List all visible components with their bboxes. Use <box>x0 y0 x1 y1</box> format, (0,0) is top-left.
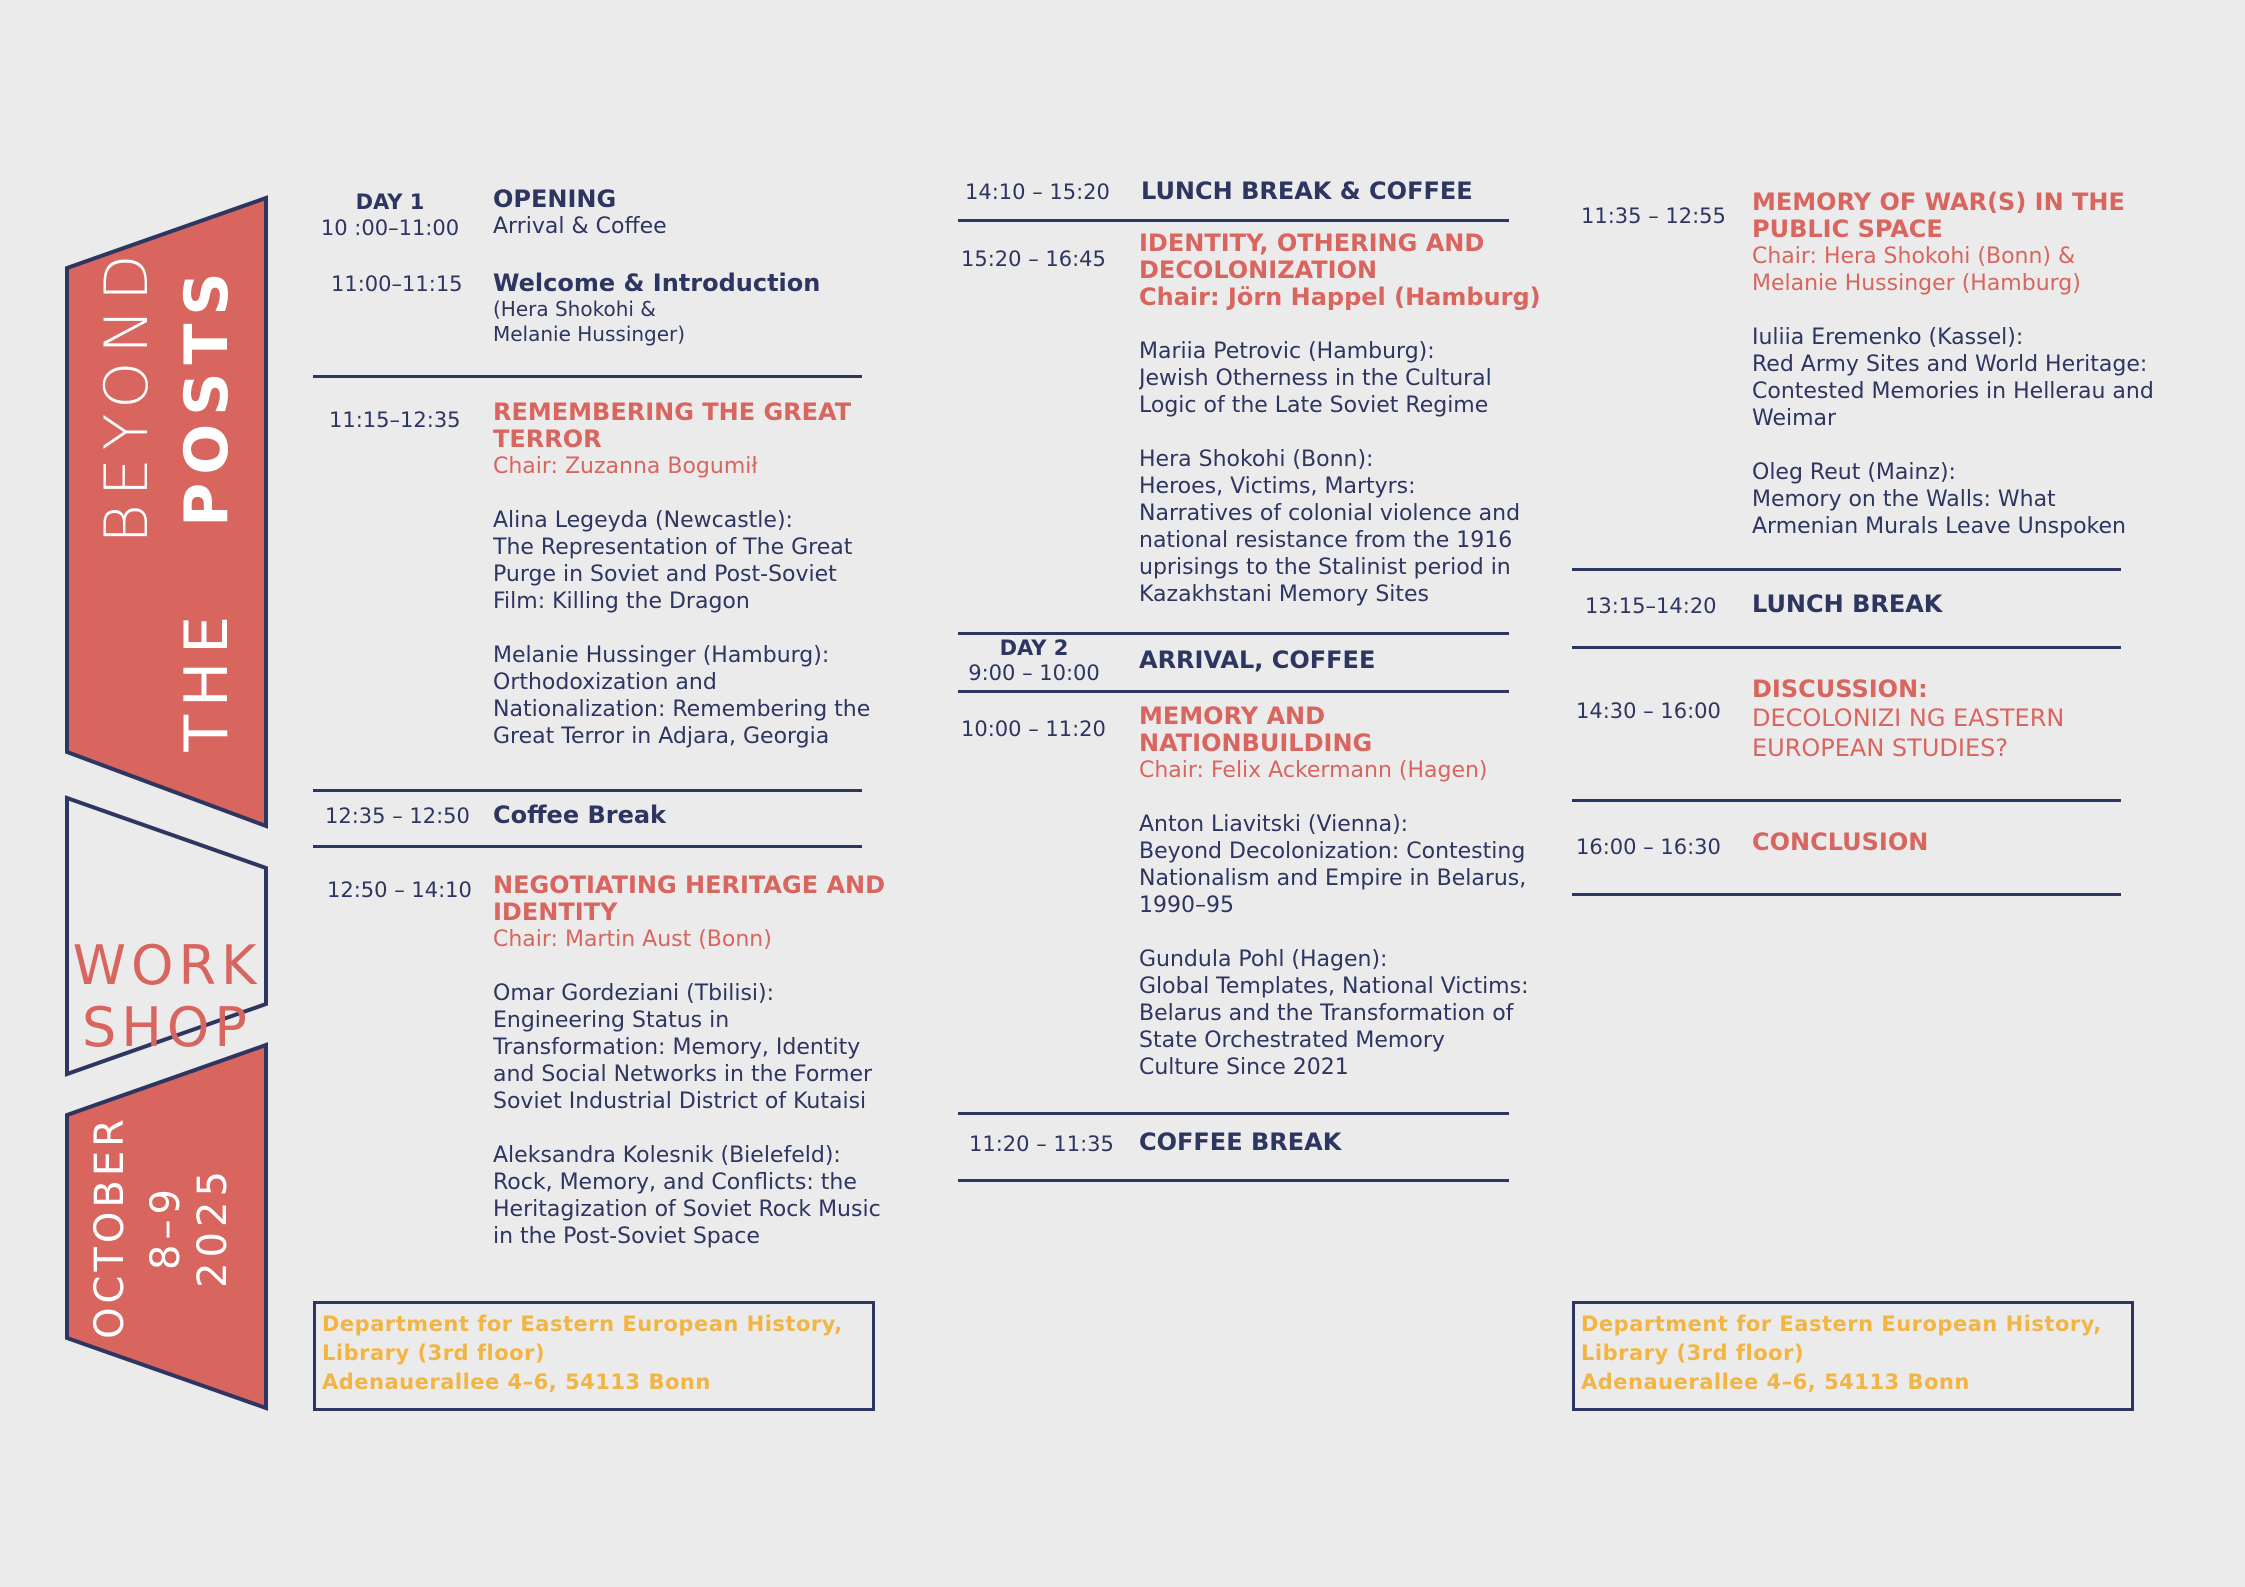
paper-line: Aleksandra Kolesnik (Bielefeld): <box>493 1143 841 1168</box>
banner-the-posts <box>172 264 242 752</box>
opening-block <box>493 186 933 240</box>
paper-line: Hera Shokohi (Bonn): <box>1139 447 1374 472</box>
paper-line: Film: Killing the Dragon <box>493 589 750 614</box>
discussion-topic: EUROPEAN STUDIES? <box>1752 734 2009 762</box>
session4-time: 10:00 – 11:20 <box>961 717 1106 741</box>
paper-line: national resistance from the 1916 <box>1139 528 1513 553</box>
session1-title: REMEMBERING THE GREAT <box>493 399 852 426</box>
divider <box>958 1112 1509 1115</box>
paper-line: Alina Legeyda (Newcastle): <box>493 508 793 533</box>
paper-line: Weimar <box>1752 406 1837 431</box>
day2-label: DAY 2 <box>999 636 1069 660</box>
coffee-break-2-time: 11:20 – 11:35 <box>969 1132 1114 1156</box>
paper-line: Gundula Pohl (Hagen): <box>1139 947 1388 972</box>
paper-line: Global Templates, National Victims: <box>1139 974 1529 999</box>
session5-block <box>1752 189 2222 540</box>
divider <box>958 632 1509 635</box>
session4-title: NATIONBUILDING <box>1139 729 1373 757</box>
paper-line: Belarus and the Transformation of <box>1139 1001 1514 1026</box>
welcome-line: Melanie Hussinger) <box>493 322 686 346</box>
address-line: Library (3rd floor) <box>1581 1341 1805 1365</box>
address-line: Department for Eastern European History, <box>322 1312 843 1336</box>
divider <box>1572 893 2121 896</box>
banner-beyond: BEYOND <box>92 246 162 544</box>
paper-line: Nationalism and Empire in Belarus, <box>1139 866 1527 891</box>
paper-line: Rock, Memory, and Conflicts: the <box>493 1170 857 1195</box>
session4-chair: Chair: Felix Ackermann (Hagen) <box>1139 758 1488 783</box>
divider <box>1572 799 2121 802</box>
discussion-topic: DECOLONIZI NG EASTERN <box>1752 704 2065 732</box>
address-line: Department for Eastern European History, <box>1581 1312 2102 1336</box>
lunch-break-block <box>1752 591 2222 618</box>
paper-line: Logic of the Late Soviet Regime <box>1139 393 1489 418</box>
paper-line: Beyond Decolonization: Contesting <box>1139 839 1526 864</box>
welcome-time: 11:00–11:15 <box>331 272 463 296</box>
divider <box>958 690 1509 693</box>
paper-line: Red Army Sites and World Heritage: <box>1752 352 2148 377</box>
session5-title: PUBLIC SPACE <box>1752 215 1943 243</box>
session2-title: IDENTITY <box>493 898 618 926</box>
banner-the: THE <box>172 607 242 752</box>
side-banner <box>0 0 280 1587</box>
coffee-break-time: 12:35 – 12:50 <box>325 804 470 828</box>
paper-line: Transformation: Memory, Identity <box>493 1035 861 1060</box>
paper-line: Purge in Soviet and Post-Soviet <box>493 562 837 587</box>
session3-block <box>1139 230 1547 608</box>
divider <box>313 789 862 792</box>
coffee-break-2-block <box>1139 1129 1547 1156</box>
session2-block <box>493 872 928 1250</box>
session1-time: 11:15–12:35 <box>329 408 461 432</box>
session2-title: NEGOTIATING HERITAGE AND <box>493 872 886 899</box>
session5-time: 11:35 – 12:55 <box>1581 204 1726 228</box>
paper-line: Melanie Hussinger (Hamburg): <box>493 643 830 668</box>
paper-line: Heroes, Victims, Martyrs: <box>1139 474 1416 499</box>
session3-chair: Chair: Jörn Happel (Hamburg) <box>1139 283 1541 311</box>
divider <box>1572 646 2121 649</box>
session1-block <box>493 399 928 750</box>
paper-line: Armenian Murals Leave Unspoken <box>1752 514 2126 539</box>
lunch-break-time: 13:15–14:20 <box>1585 594 1717 618</box>
opening-time: 10 :00–11:00 <box>320 216 460 240</box>
discussion-time: 14:30 – 16:00 <box>1576 699 1721 723</box>
paper-line: Iuliia Eremenko (Kassel): <box>1752 325 2024 350</box>
paper-line: Heritagization of Soviet Rock Music <box>493 1197 881 1222</box>
address-line: Adenauerallee 4–6, 54113 Bonn <box>1581 1370 1970 1394</box>
coffee-break-block <box>493 802 928 829</box>
session3-time: 15:20 – 16:45 <box>961 247 1106 271</box>
session3-title: DECOLONIZATION <box>1139 256 1378 284</box>
session5-chair: Chair: Hera Shokohi (Bonn) & <box>1752 244 2076 269</box>
coffee-break-title: Coffee Break <box>493 802 667 829</box>
arrival-time: 9:00 – 10:00 <box>968 661 1100 685</box>
banner-year: 2025 <box>190 1166 236 1288</box>
address-line: Adenauerallee 4–6, 54113 Bonn <box>322 1370 711 1394</box>
session2-chair: Chair: Martin Aust (Bonn) <box>493 927 772 952</box>
paper-line: Oleg Reut (Mainz): <box>1752 460 1956 485</box>
paper-line: Engineering Status in <box>493 1008 730 1033</box>
lunch-coffee-title: LUNCH BREAK & COFFEE <box>1141 178 1473 205</box>
paper-line: Contested Memories in Hellerau and <box>1752 379 2154 404</box>
paper-line: 1990–95 <box>1139 893 1234 918</box>
venue-address-box <box>313 1301 875 1411</box>
paper-line: Orthodoxization and <box>493 670 717 695</box>
paper-line: and Social Networks in the Former <box>493 1062 873 1087</box>
paper-line: Jewish Otherness in the Cultural <box>1139 366 1492 391</box>
divider <box>1572 568 2121 571</box>
paper-line: Nationalization: Remembering the <box>493 697 871 722</box>
lunch-coffee-block <box>1141 178 1551 205</box>
banner-month: OCTOBER <box>87 1115 133 1339</box>
banner-shop: SHOP <box>82 996 252 1059</box>
lunch-coffee-time: 14:10 – 15:20 <box>965 180 1110 204</box>
session1-title: TERROR <box>493 425 602 453</box>
paper-line: Mariia Petrovic (Hamburg): <box>1139 339 1435 364</box>
session4-title: MEMORY AND <box>1139 703 1326 730</box>
session5-chair: Melanie Hussinger (Hamburg) <box>1752 271 2081 296</box>
conclusion-title: CONCLUSION <box>1752 829 1929 856</box>
discussion-title: DISCUSSION: <box>1752 676 1928 703</box>
welcome-line: (Hera Shokohi & <box>493 297 656 321</box>
divider <box>313 375 862 378</box>
session1-chair: Chair: Zuzanna Bogumił <box>493 454 758 479</box>
banner-posts: POSTS <box>172 264 242 527</box>
divider <box>958 219 1509 222</box>
opening-subtitle: Arrival & Coffee <box>493 214 667 239</box>
paper-line: Omar Gordeziani (Tbilisi): <box>493 981 775 1006</box>
paper-line: Soviet Industrial District of Kutaisi <box>493 1089 867 1114</box>
session3-title: IDENTITY, OTHERING AND <box>1139 230 1485 257</box>
paper-line: State Orchestrated Memory <box>1139 1028 1445 1053</box>
discussion-block <box>1752 676 2222 763</box>
address-line: Library (3rd floor) <box>322 1341 546 1365</box>
paper-line: The Representation of The Great <box>493 535 853 560</box>
session5-title: MEMORY OF WAR(S) IN THE <box>1752 189 2125 216</box>
welcome-block <box>493 270 933 347</box>
conclusion-block <box>1752 829 2222 856</box>
day1-label: DAY 1 <box>355 190 425 214</box>
arrival-block <box>1139 647 1547 674</box>
banner-workshop <box>73 935 262 1059</box>
venue-address-box <box>1572 1301 2134 1411</box>
paper-line: Anton Liavitski (Vienna): <box>1139 812 1409 837</box>
paper-line: Culture Since 2021 <box>1139 1055 1349 1080</box>
paper-line: Narratives of colonial violence and <box>1139 501 1521 526</box>
paper-line: Great Terror in Adjara, Georgia <box>493 724 830 749</box>
paper-line: in the Post-Soviet Space <box>493 1224 760 1249</box>
paper-line: Kazakhstani Memory Sites <box>1139 582 1430 607</box>
coffee-break-2-title: COFFEE BREAK <box>1139 1129 1342 1156</box>
paper-line: Memory on the Walls: What <box>1752 487 2056 512</box>
session2-time: 12:50 – 14:10 <box>327 878 472 902</box>
banner-shapes <box>0 0 280 1587</box>
banner-work: WORK <box>72 934 262 997</box>
divider <box>958 1179 1509 1182</box>
opening-title: OPENING <box>493 186 617 213</box>
arrival-title: ARRIVAL, COFFEE <box>1139 647 1376 674</box>
divider <box>313 845 862 848</box>
conclusion-time: 16:00 – 16:30 <box>1576 835 1721 859</box>
banner-days: 8–9 <box>143 1184 189 1270</box>
lunch-break-title: LUNCH BREAK <box>1752 591 1943 618</box>
paper-line: uprisings to the Stalinist period in <box>1139 555 1511 580</box>
session4-block <box>1139 703 1547 1081</box>
welcome-title: Welcome & Introduction <box>493 270 821 297</box>
